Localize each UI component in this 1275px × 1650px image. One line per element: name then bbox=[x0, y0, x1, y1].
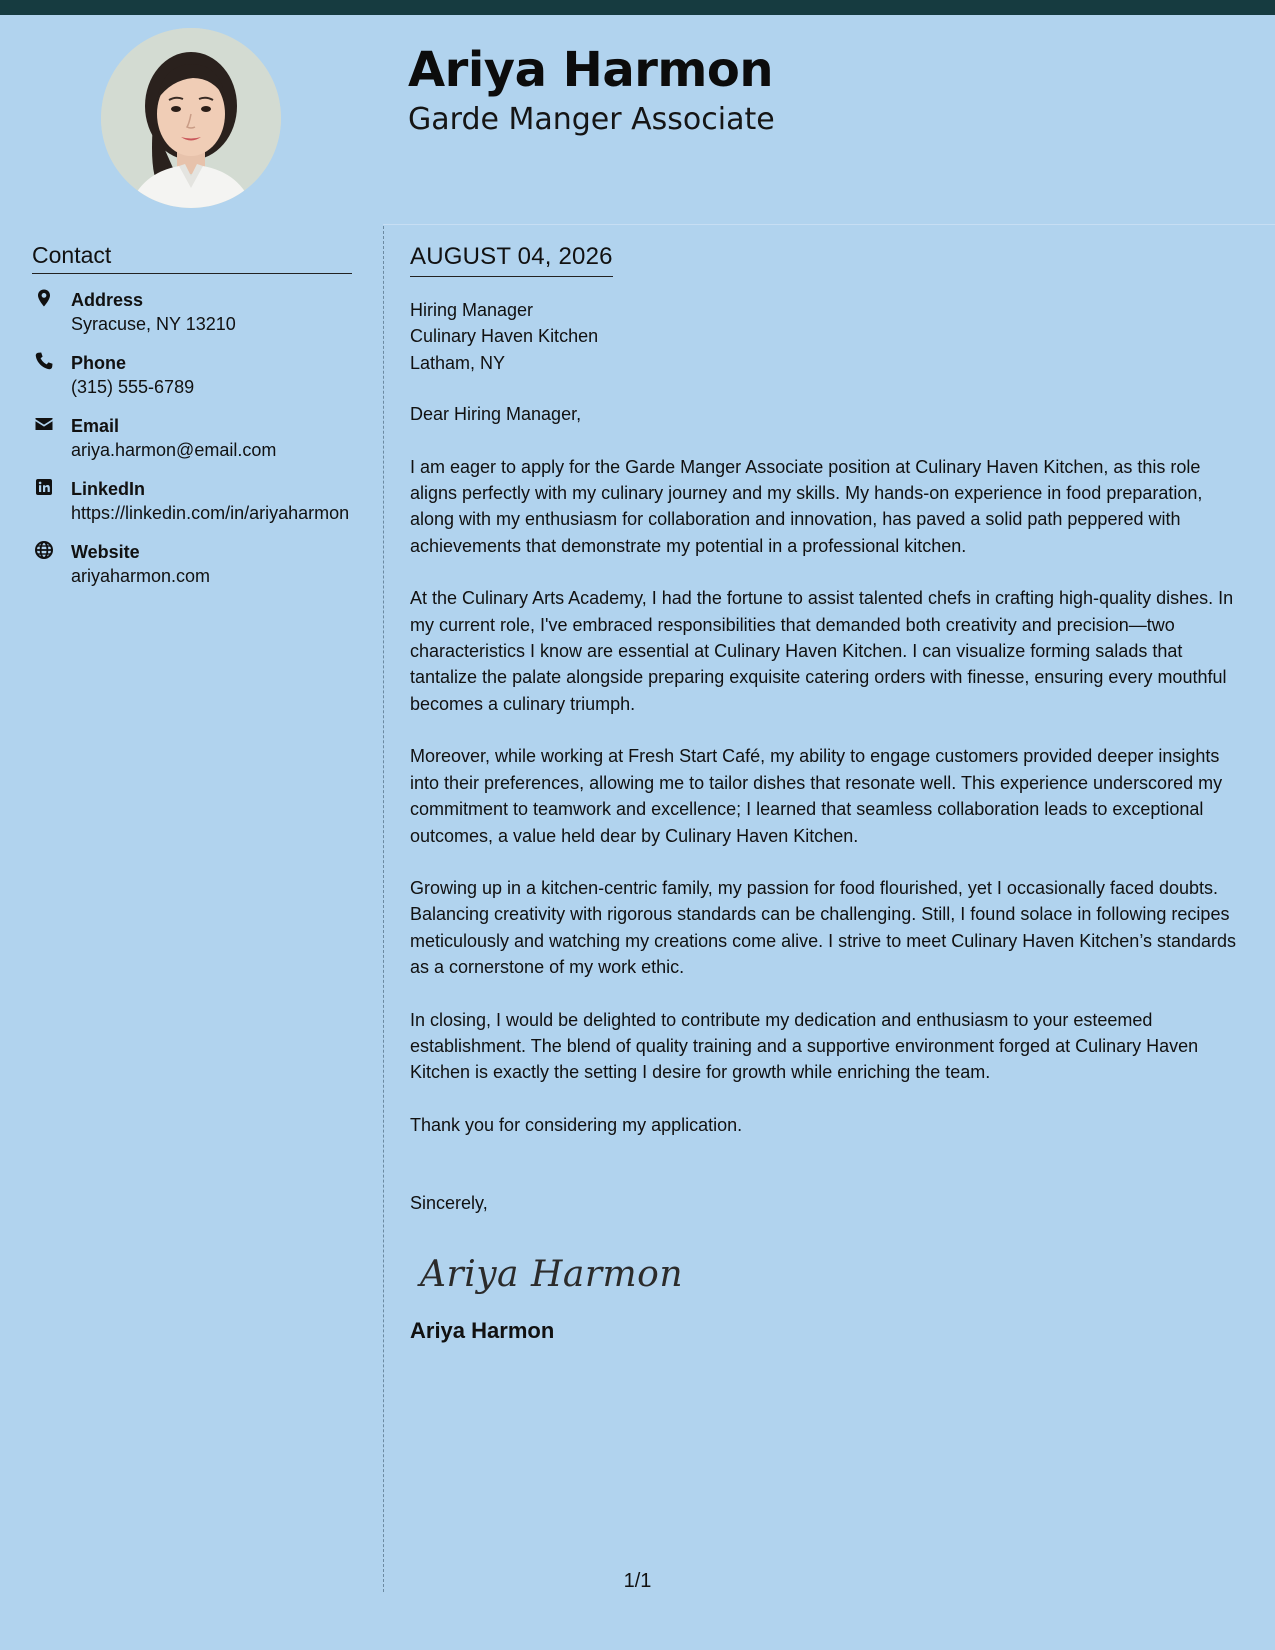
contact-label: Email bbox=[71, 416, 120, 436]
phone-icon bbox=[34, 351, 54, 371]
contact-email bbox=[32, 414, 352, 462]
job-title: Garde Manger Associate bbox=[408, 102, 775, 137]
header-divider bbox=[383, 224, 1275, 225]
contact-value: (315) 555-6789 bbox=[71, 377, 195, 397]
envelope-icon bbox=[34, 414, 54, 434]
page-number: 1/1 bbox=[623, 1570, 652, 1592]
recipient-line: Culinary Haven Kitchen bbox=[410, 326, 599, 347]
contact-sidebar bbox=[32, 242, 352, 603]
closing: Sincerely, bbox=[410, 1193, 488, 1214]
contact-value[interactable]: https://linkedin.com/in/ariyaharmon bbox=[71, 503, 350, 523]
letter-date: AUGUST 04, 2026 bbox=[410, 242, 613, 277]
recipient-line: Hiring Manager bbox=[410, 300, 534, 320]
recipient-line: Latham, NY bbox=[410, 352, 506, 373]
contact-label: Website bbox=[71, 542, 140, 562]
paragraph: Thank you for considering my application. bbox=[410, 1114, 743, 1135]
contact-label: LinkedIn bbox=[71, 479, 146, 499]
contact-label: Address bbox=[71, 290, 144, 310]
paragraph: I am eager to apply for the Garde Manger Associate position at Culinary Haven Kitchen, as this role aligns perfectly with my culinary journey and my skills. My hands-on experience in food preparation, along with my enthusiasm for collaboration and innovation, has paved a solid path peppered with achievements that demonstrate my potential in a professional kitchen. bbox=[410, 456, 1203, 556]
profile-photo bbox=[101, 28, 281, 208]
greeting: Dear Hiring Manager, bbox=[410, 404, 582, 425]
contact-heading: Contact bbox=[32, 242, 352, 274]
contact-value[interactable]: ariyaharmon.com bbox=[71, 566, 211, 586]
contact-website bbox=[32, 540, 352, 588]
paragraph: At the Culinary Arts Academy, I had the fortune to assist talented chefs in crafting high-quality dishes. In my current role, I've embraced responsibilities that demanded both creativity and precision—two characteristics I know are essential at Culinary Haven Kitchen. I can visualize forming salads that tantalize the palate alongside preparing exquisite catering orders with finesse, ensuring every mouthful becomes a culinary triumph. bbox=[410, 588, 1234, 714]
globe-icon bbox=[34, 540, 54, 560]
paragraph: Growing up in a kitchen-centric family, my passion for food flourished, yet I occasionally faced doubts. Balancing creativity with rigorous standards can be challenging. Still, I found solace in following recipes meticulously and watching my creations come alive. I strive to meet Culinary Haven Kitchen’s standards as a cornerstone of my work ethic. bbox=[410, 877, 1237, 978]
linkedin-icon bbox=[34, 477, 54, 497]
paragraph: In closing, I would be delighted to contribute my dedication and enthusiasm to your esteemed establishment. The blend of quality training and a supportive environment forged at Culinary Haven Kitchen is exactly the setting I desire for growth while enriching the team. bbox=[410, 1009, 1199, 1083]
map-pin-icon bbox=[34, 288, 54, 308]
paragraph: Moreover, while working at Fresh Start Café, my ability to engage customers provided deeper insights into their preferences, allowing me to tailor dishes that resonate well. This experience underscored my commitment to teamwork and excellence; I learned that seamless collaboration leads to exceptional outcomes, a value held dear by Culinary Haven Kitchen. bbox=[410, 746, 1223, 846]
column-divider bbox=[383, 226, 384, 1592]
top-bar bbox=[0, 0, 1275, 15]
candidate-name: Ariya Harmon bbox=[408, 42, 774, 98]
signature: Ariya Harmon bbox=[420, 1253, 684, 1295]
contact-address bbox=[32, 288, 352, 336]
letter-body bbox=[410, 242, 1250, 1345]
avatar bbox=[101, 28, 281, 208]
contact-linkedin bbox=[32, 477, 352, 525]
recipient-block bbox=[410, 297, 1250, 376]
contact-value[interactable]: ariya.harmon@email.com bbox=[71, 440, 277, 460]
signed-name: Ariya Harmon bbox=[410, 1317, 555, 1343]
contact-value: Syracuse, NY 13210 bbox=[71, 314, 236, 334]
contact-label: Phone bbox=[71, 353, 127, 373]
contact-phone bbox=[32, 351, 352, 399]
